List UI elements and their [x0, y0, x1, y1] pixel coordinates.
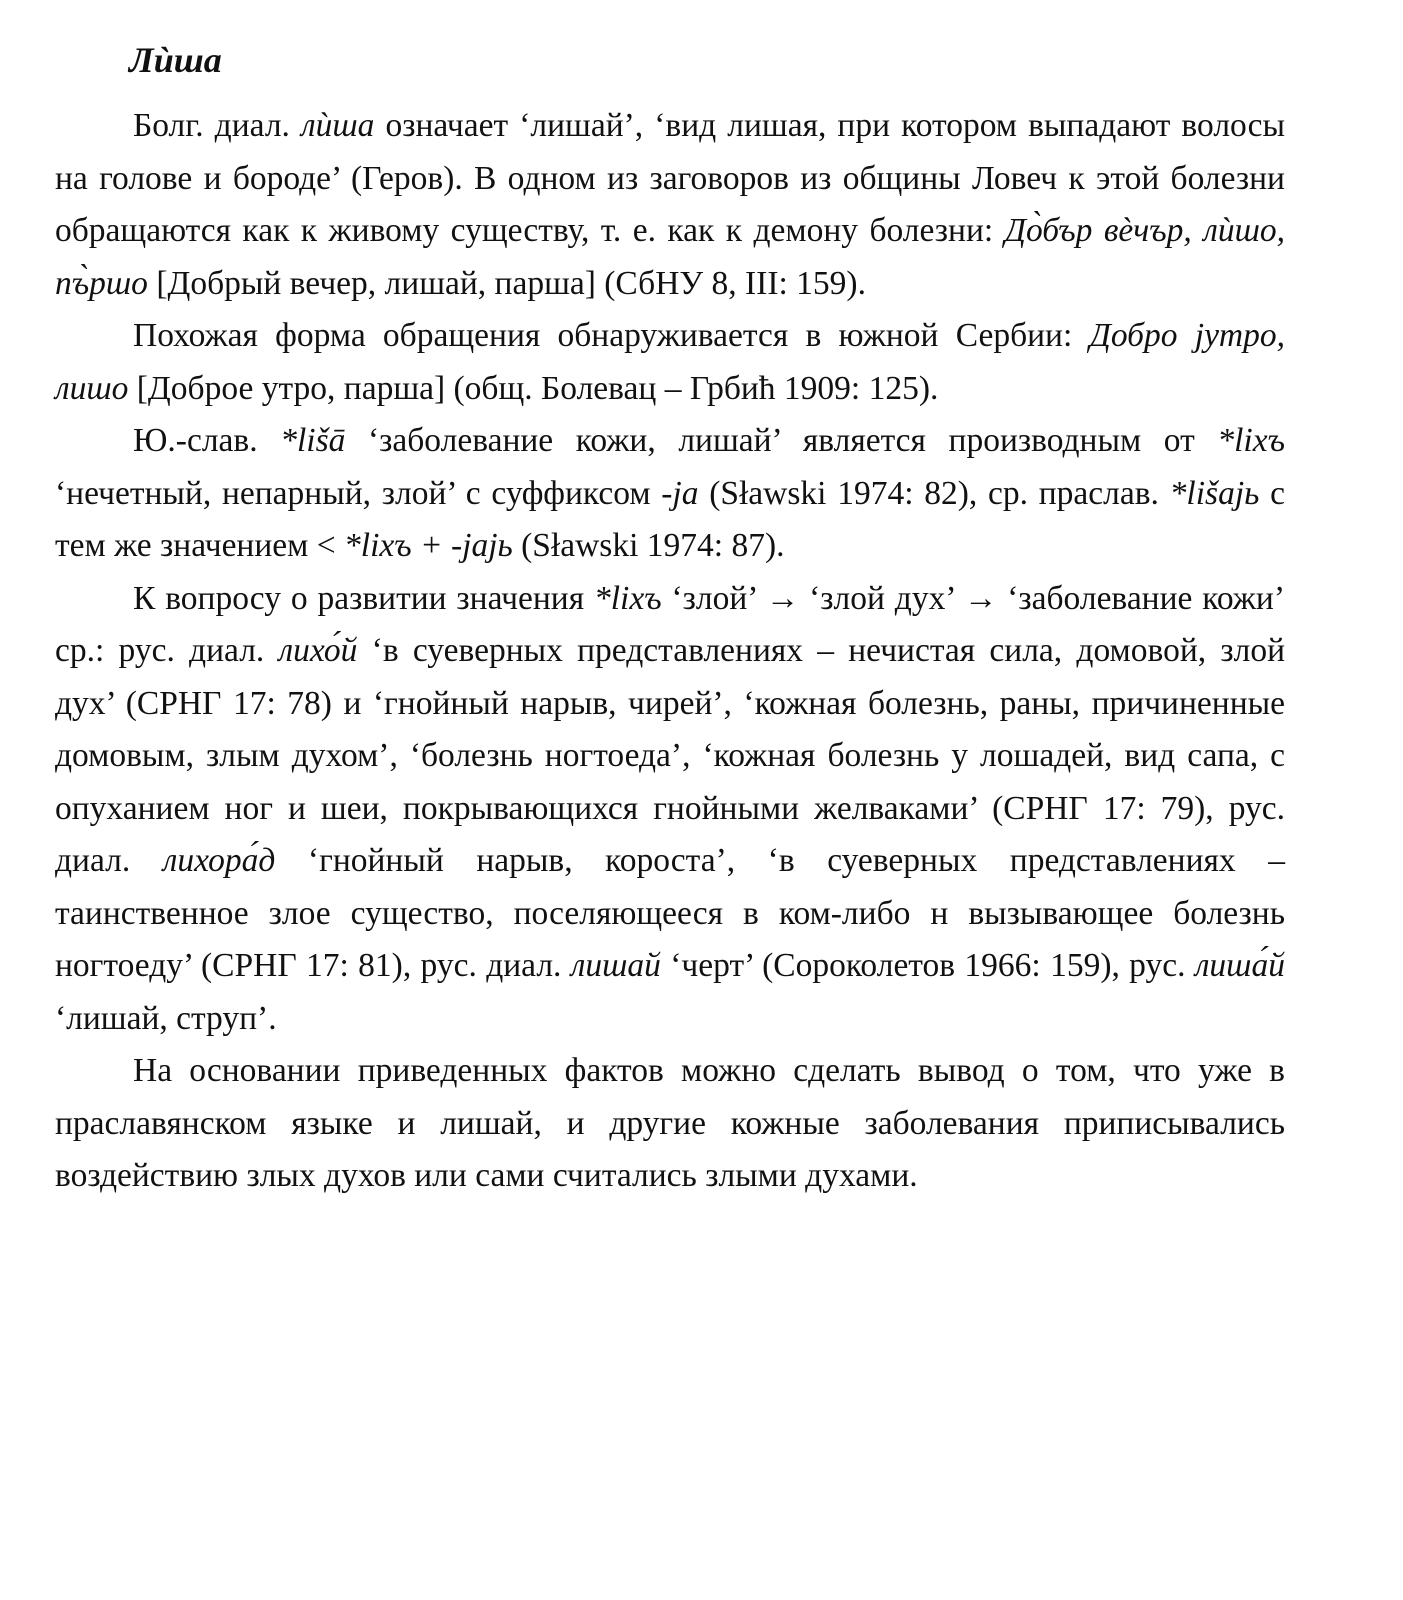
italic-term: *lišajь [1169, 474, 1260, 512]
italic-term: Добро јутро, лишо [55, 317, 1285, 407]
text-run: ‘гнойный нарыв, короста’, ‘в суеверных представлениях – таинственное злое существо, поселяющееся в ком-либо н вызывающее болезнь ногтоеду’ (СРНГ 17: 81), рус. диал. [55, 842, 1285, 984]
italic-term: лихо́й [278, 632, 358, 669]
text-run: ‘заболевание кожи, лишай’ является производным от [345, 422, 1218, 459]
paragraph-3 [55, 415, 1285, 573]
text-run: с тем же значением < [55, 474, 1285, 564]
entry-title: Лѝша [129, 40, 222, 80]
italic-term: лиша́й [1194, 947, 1285, 984]
text-run: На основании приведенных фактов можно сделать вывод о том, что уже в праславянском языке и лишай, и другие кожные заболевания приписывались воздействию злых духов или сами считались злыми духами. [55, 1052, 1285, 1194]
paragraph-5 [55, 1045, 1285, 1203]
paragraph-2 [55, 310, 1285, 415]
text-run: [Добрый вечер, лишай, парша] (СбНУ 8, III: 159). [147, 264, 866, 302]
text-run: [Доброе утро, парша] (общ. Болевац – Грбић 1909: 125). [128, 369, 939, 407]
text-run: Похожая форма обращения обнаруживается в южной Сербии: [133, 317, 1090, 354]
text-run: означает ‘лишай’, ‘вид лишая, при котором выпадают волосы на голове и бороде’ (Геров). В одном из заговоров из общины Ловеч к этой болезни обращаются как к живому существу, т. е. как к демону болезни: [55, 107, 1286, 249]
italic-term: -ja [661, 474, 699, 512]
text-run: ‘в суеверных представлениях – нечистая сила, домовой, злой дух’ (СРНГ 17: 78) и ‘гнойный нарыв, чирей’, ‘кожная болезнь, раны, причиненные домовым, злым духом’, ‘болезнь ногтоеда’, ‘кожная болезнь у лошадей, вид сапа, с опуханием ног и шеи, покрывающихся гнойными желваками’ (СРНГ 17: 79), рус. диал. [55, 632, 1285, 879]
text-run: К вопросу о развитии значения [133, 579, 594, 617]
paragraph-4 [55, 573, 1285, 1046]
text-run: (Sławski 1974: 87). [512, 527, 785, 564]
text-run: (Sławski 1974: 82), ср. праслав. [698, 474, 1170, 512]
text-run: Болг. диал. [133, 107, 301, 144]
italic-term: *lixъ + -jajь [344, 527, 513, 564]
text-run: ‘злой’ → ‘злой дух’ → ‘заболевание кожи’ ср.: рус. диал. [55, 579, 1285, 669]
text-run: ‘лишай, струп’. [55, 999, 277, 1037]
italic-term: *lixъ [593, 579, 662, 617]
text-run: ‘черт’ (Сороколетов 1966: 159), рус. [660, 947, 1195, 984]
body-text [55, 100, 1285, 1203]
italic-term: *lixъ [1217, 422, 1285, 459]
italic-term: лихора́д [162, 842, 276, 879]
text-run: ‘нечетный, непарный, злой’ с суффиксом [55, 474, 662, 512]
italic-term: лѝша [301, 107, 375, 144]
text-run: Ю.-слав. [133, 422, 281, 459]
italic-term: *lišā [280, 422, 346, 459]
italic-term: До̀бър вѐчър, лѝшо, пъ̀ршо [55, 212, 1285, 302]
paragraph-1 [55, 100, 1285, 310]
italic-term: лишай [570, 947, 661, 984]
